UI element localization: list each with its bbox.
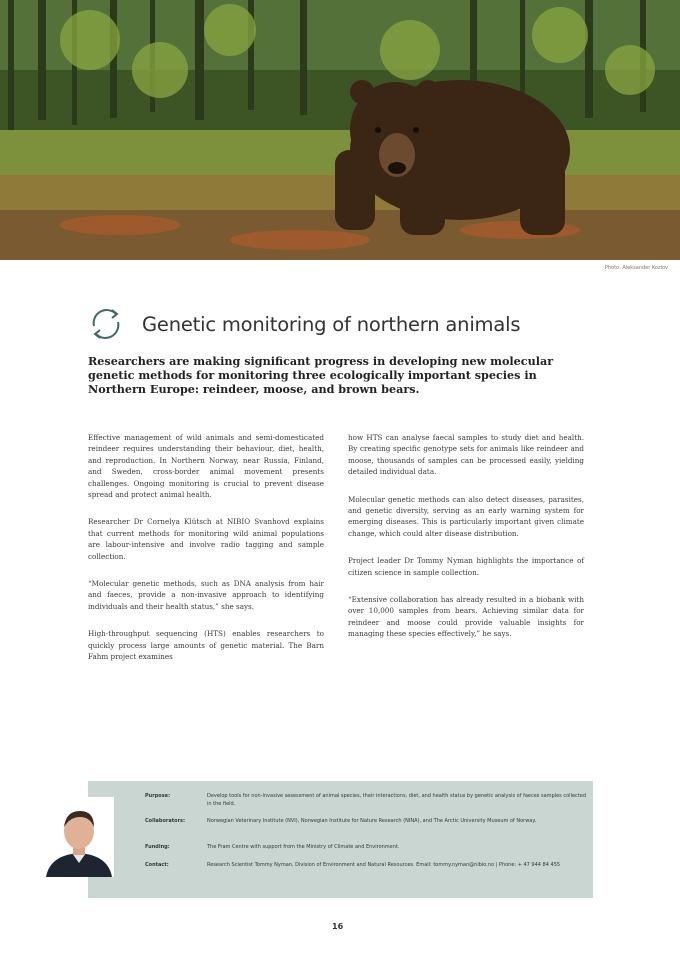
- body-paragraph: Molecular genetic methods can also detect diseases, parasites, and genetic diversity, serving as an early warning system for emerging diseases. This is particularly important given climate change, which could alter disease distribution.: [348, 494, 584, 538]
- body-paragraph: Effective management of wild animals and semi-domesticated reindeer requires understanding their behaviour, diet, health, and reproduction. In Northern Norway, near Russia, Finland, and Sweden, cross-border animal movement presents challenges. Ongoing monitoring is crucial to prevent disease spread and protect animal health.: [88, 433, 324, 500]
- brown-bear-photo: [0, 0, 680, 260]
- info-label: Funding:: [145, 844, 170, 850]
- info-label: Purpose:: [145, 793, 171, 799]
- lead-paragraph: Researchers are making significant progress in developing new molecular genetic methods for monitoring three ecologically important species in Northern Europe: reindeer, moose, and brown bears.: [88, 354, 554, 396]
- info-text: Norwegian Veterinary Institute (NVI), Norwegian Institute for Nature Research (NINA), and The Arctic University Museum of Norway.: [207, 818, 537, 824]
- page-number: 16: [332, 922, 344, 931]
- body-paragraph: “Extensive collaboration has already resulted in a biobank with over 10,000 samples from bears. Achieving similar data for reindeer and moose could provide valuable insights for managing these species effectively,” he says.: [348, 595, 584, 639]
- hero-photo: [0, 0, 680, 260]
- body-paragraph: Project leader Dr Tommy Nyman highlights the importance of citizen science in sample collection.: [348, 556, 584, 577]
- body-paragraph: High-throughput sequencing (HTS) enables researchers to quickly process large amounts of genetic material. The Barn Fahm project examines: [88, 629, 324, 662]
- body-paragraph: how HTS can analyse faecal samples to study diet and health. By creating specific genotype sets for animals like reindeer and moose, thousands of samples can be processed easily, yielding detailed individual data.: [348, 433, 584, 477]
- info-text: The Fram Centre with support from the Ministry of Climate and Environment.: [207, 844, 400, 850]
- circular-arrows-icon: [86, 304, 126, 344]
- info-label: Collaborators:: [145, 818, 186, 824]
- page-title: Genetic monitoring of northern animals: [142, 313, 521, 336]
- avatar: [44, 797, 114, 877]
- body-column-right: [348, 432, 584, 656]
- body-paragraph: Researcher Dr Cornelya Klütsch at NIBIO Svanhovd explains that current methods for monitoring wild animal populations are labour-intensive and involve radio tagging and sample collection.: [88, 517, 324, 561]
- body-paragraph: “Molecular genetic methods, such as DNA analysis from hair and faeces, provide a non-invasive approach to identifying individuals and their health status,” she says.: [88, 579, 324, 611]
- photo-credit: Photo: Aleksander Kozlov: [604, 265, 668, 271]
- body-column-left: [88, 432, 324, 679]
- info-text: Research Scientist Tommy Nyman, Division of Environment and Natural Resources. Email: tommy.nyman@nibio.no | Phone: + 47 944 84 455: [207, 862, 561, 868]
- info-text: Develop tools for non-invasive assessment of animal species, their interactions, diet, and health status by genetic analysis of faeces samples collected in the field.: [207, 793, 586, 807]
- portrait-photo: [44, 797, 114, 877]
- info-label: Contact:: [145, 862, 169, 868]
